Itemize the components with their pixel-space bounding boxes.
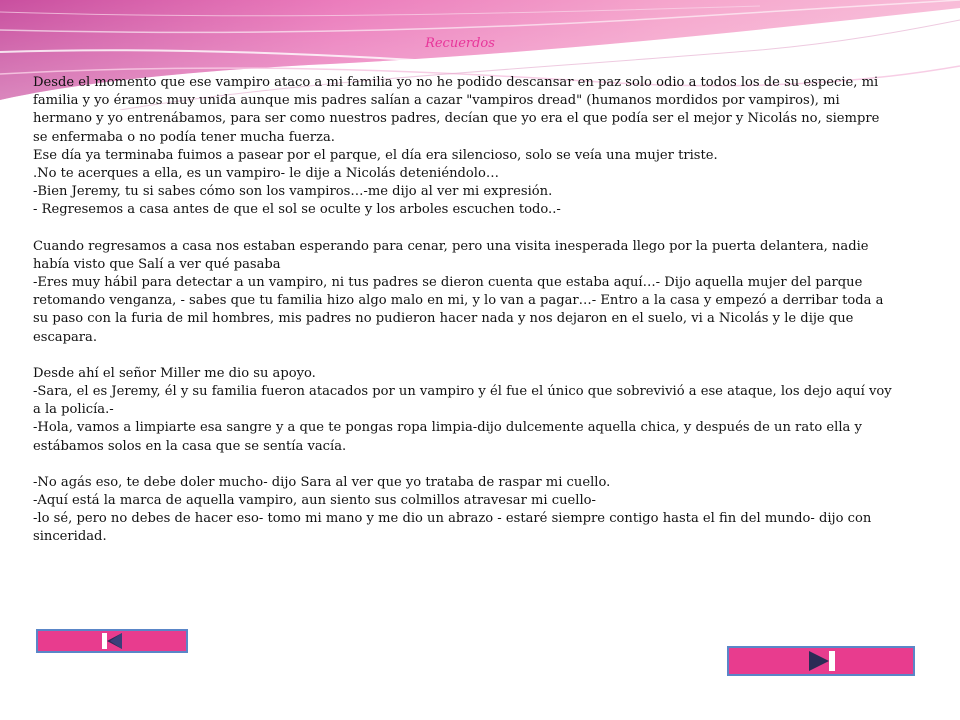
paragraph: Ese día ya terminaba fuimos a pasear por el parque, el día era silencioso, solo se veía una mujer triste. [33,147,718,163]
paragraph: Desde ahí el señor Miller me dio su apoyo. [33,365,316,381]
paragraph: -Eres muy hábil para detectar a un vampiro, ni tus padres se dieron cuenta que estaba aquí…- Dijo aquella mujer del parque retomando venganza, - sabes que tu familia hizo algo malo en mi, y lo van a pagar…- Entro a la casa y empezó a derribar toda a su paso con la furia de mil hombres, mis padres no pudieron hacer nada y nos dejaron en el suelo, vi a Nicolás y le dije que escapara. [33,275,884,345]
skip-back-icon [38,631,186,651]
paragraph: -Hola, vamos a limpiarte esa sangre y a que te pongas ropa limpia-dijo dulcemente aquella chica, y después de un rato ella y estábamos solos en la casa que se sentía vacía. [33,420,862,454]
paragraph: -Aquí está la marca de aquella vampiro, aun siento sus colmillos atravesar mi cuello- [33,493,596,509]
paragraph: -Sara, el es Jeremy, él y su familia fueron atacados por un vampiro y él fue el único que sobrevivió a ese ataque, los dejo aquí voy a la policía.- [33,384,892,418]
paragraph: -Bien Jeremy, tu si sabes cómo son los vampiros…-me dijo al ver mi expresión. [33,184,553,200]
paragraph: .No te acerques a ella, es un vampiro- le dije a Nicolás deteniéndolo… [33,166,499,182]
paragraph: Cuando regresamos a casa nos estaban esperando para cenar, pero una visita inesperada llego por la puerta delantera, nadie había visto que Salí a ver qué pasaba [33,238,869,272]
paragraph-gap [33,456,893,474]
slide-body [33,74,893,547]
paragraph-gap [33,220,893,238]
next-slide-button[interactable] [727,646,915,676]
skip-forward-icon [729,648,913,674]
previous-slide-button[interactable] [36,629,188,653]
paragraph: -No agás eso, te debe doler mucho- dijo Sara al ver que yo trataba de raspar mi cuello. [33,474,611,490]
slide-title: Recuerdos [425,36,495,51]
paragraph: -lo sé, pero no debes de hacer eso- tomo mi mano y me dio un abrazo - estaré siempre contigo hasta el fin del mundo- dijo con sinceridad. [33,511,872,545]
paragraph: Desde el momento que ese vampiro ataco a mi familia yo no he podido descansar en paz solo odio a todos los de su especie, mi familia y yo éramos muy unida aunque mis padres salían a cazar "vampiros dread" (humanos mordidos por vampiros), mi hermano y yo entrenábamos, para ser como nuestros padres, decían que yo era el que podía ser el mejor y Nicolás no, siempre se enfermaba o no podía tener mucha fuerza. [33,75,880,145]
paragraph-gap [33,347,893,365]
paragraph: - Regresemos a casa antes de que el sol se oculte y los arboles escuchen todo..- [33,202,561,218]
